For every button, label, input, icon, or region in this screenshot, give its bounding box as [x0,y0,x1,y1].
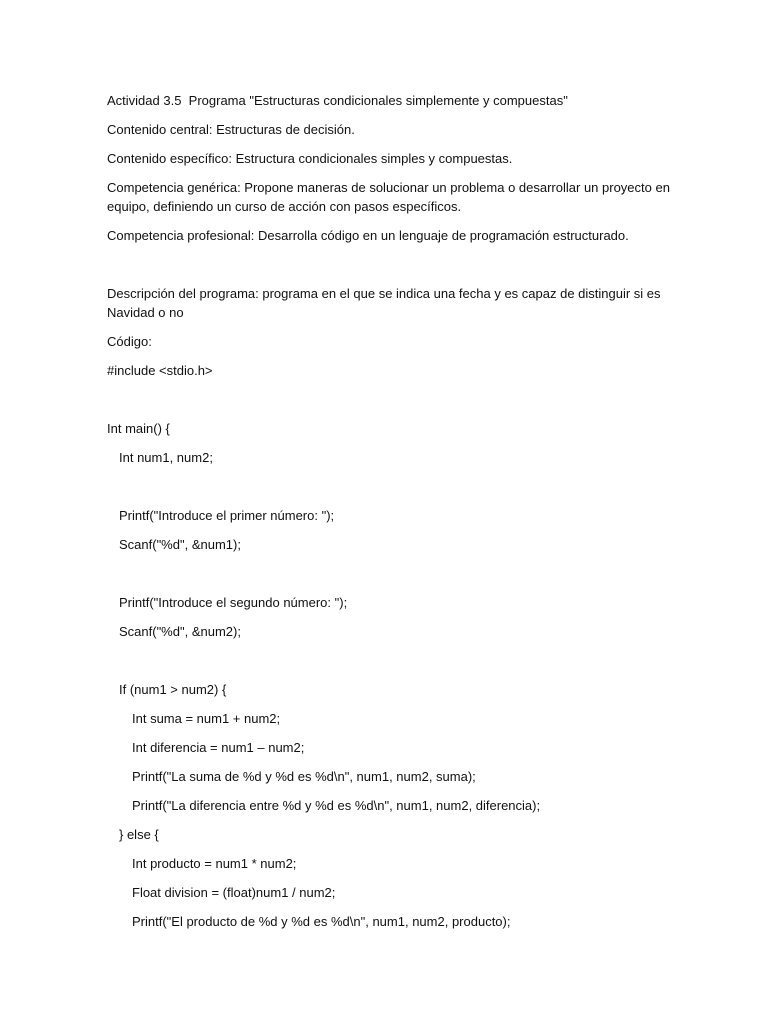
code-line-printf-suma: Printf("La suma de %d y %d es %d\n", num1, num2, suma); [132,769,476,784]
code-line-printf-diferencia: Printf("La diferencia entre %d y %d es %d\n", num1, num2, diferencia); [132,798,541,813]
code-line-division: Float division = (float)num1 / num2; [132,885,336,900]
spacer [107,477,688,506]
generic-competence: Competencia genérica: Propone maneras de solucionar un problema o desarrollar un proyecto en equipo, definiendo un curso de acción con pasos específicos. [107,180,670,214]
spacer [107,390,688,419]
professional-competence: Competencia profesional: Desarrolla código en un lenguaje de programación estructurado. [107,228,629,243]
spacer [107,564,688,593]
code-line-scanf-first: Scanf("%d", &num1); [119,537,241,552]
code-line-printf-producto: Printf("El producto de %d y %d es %d\n", num1, num2, producto); [132,914,511,929]
code-line-include: #include <stdio.h> [107,363,213,378]
program-description: Descripción del programa: programa en el que se indica una fecha y es capaz de distinguir si es Navidad o no [107,286,661,320]
specific-content: Contenido específico: Estructura condicionales simples y compuestas. [107,151,513,166]
code-line-scanf-second: Scanf("%d", &num2); [119,624,241,639]
activity-title: Actividad 3.5 Programa "Estructuras condicionales simplemente y compuestas" [107,93,568,108]
code-label: Código: [107,334,152,349]
code-line-diferencia: Int diferencia = num1 – num2; [132,740,305,755]
spacer [107,255,688,284]
code-line-producto: Int producto = num1 * num2; [132,856,297,871]
code-line-declare: Int num1, num2; [119,450,213,465]
code-line-main: Int main() { [107,421,170,436]
code-line-if: If (num1 > num2) { [119,682,227,697]
code-line-else: } else { [119,827,159,842]
code-line-printf-first: Printf("Introduce el primer número: "); [119,508,335,523]
spacer [107,651,688,680]
central-content: Contenido central: Estructuras de decisión. [107,122,355,137]
code-line-suma: Int suma = num1 + num2; [132,711,281,726]
code-line-printf-second: Printf("Introduce el segundo número: "); [119,595,348,610]
